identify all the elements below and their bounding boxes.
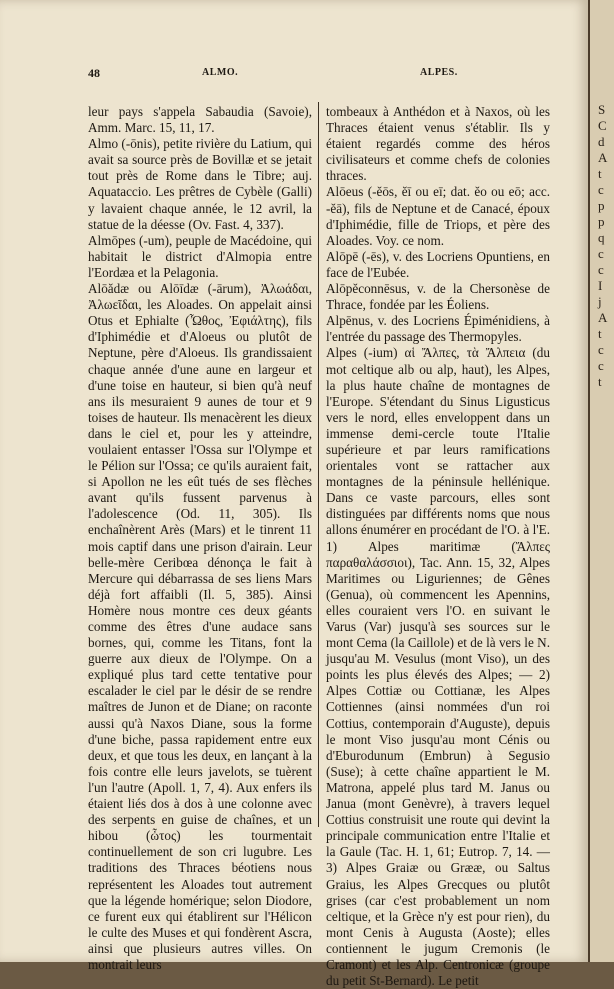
entry-paragraph: Alōpē (-ēs), v. des Locriens Opuntiens, en face de l'Eubée. bbox=[326, 248, 550, 280]
right-column bbox=[326, 104, 550, 989]
next-page-edge bbox=[588, 0, 614, 962]
strip-letter: c bbox=[598, 342, 604, 357]
strip-letter: p bbox=[598, 214, 605, 229]
right-running-head: ALPES. bbox=[420, 67, 458, 78]
strip-letter: p bbox=[598, 198, 605, 213]
page-number: 48 bbox=[88, 66, 100, 80]
strip-letter: A bbox=[598, 310, 608, 325]
running-header bbox=[88, 66, 558, 82]
entry-paragraph: tombeaux à Anthédon et à Naxos, où les Thraces étaient venus s'établir. Ils y étaient regardés comme des héros civilisateurs et comme chefs de colonies thraces. bbox=[326, 104, 550, 184]
strip-letter: j bbox=[598, 294, 602, 309]
left-column bbox=[88, 104, 312, 973]
left-running-head: ALMO. bbox=[202, 67, 239, 78]
strip-letter: I bbox=[598, 278, 603, 293]
entry-paragraph: Alōpĕconnēsus, v. de la Chersonèse de Thrace, fondée par les Éoliens. bbox=[326, 281, 550, 313]
entry-paragraph: Almo (-ōnis), petite rivière du Latium, qui avait sa source près de Bovillæ et se jetait tout près de Rome dans le Tibre; auj. Aquataccio. Les prêtres de Cybèle (Galli) y lavaient chaque année, le 12 avril, la statue de la déesse (Ov. Fast. 4, 337). bbox=[88, 136, 312, 232]
strip-letter: c bbox=[598, 246, 604, 261]
entry-paragraph: Alōeus (-ĕōs, ĕī ou eī; dat. ĕo ou eō; acc. -ĕā), fils de Neptune et de Canacé, époux d'Iphimédie, fille de Triops, et père des Aloades. Voy. ce nom. bbox=[326, 184, 550, 248]
strip-letter: c bbox=[598, 358, 604, 373]
strip-letter: c bbox=[598, 262, 604, 277]
strip-letter: A bbox=[598, 150, 608, 165]
strip-letter: S bbox=[598, 102, 606, 117]
strip-letter: t bbox=[598, 326, 602, 341]
entry-paragraph: Almōpes (-um), peuple de Macédoine, qui habitait le district d'Almopia entre l'Eordæa et la Pelagonia. bbox=[88, 232, 312, 280]
strip-letter: t bbox=[598, 374, 602, 389]
strip-letter: c bbox=[598, 182, 604, 197]
strip-letter: t bbox=[598, 166, 602, 181]
strip-letter: C bbox=[598, 118, 607, 133]
entry-paragraph: Alōădæ ou Alōīdæ (-ārum), Ἀλωάδαι, Ἀλωεῖδαι, les Aloades. On appelait ainsi Otus et Ephialte (Ὦθος, Ἐφιάλτης), fils d'Iphimédie et d'Aloeus ou plutôt de Neptune, père d'Aloeus. Ils grandissaient chaque année d'une aune en largeur et d'une toise en hauteur, si bien qu'à neuf ans ils mesuraient 9 aunes de tour et 9 toises de hauteur. Ils menacèrent les dieux dans le ciel et, pour les y atteindre, voulaient entasser l'Ossa sur l'Olympe et le Pélion sur l'Ossa; ce qu'ils auraient fait, si Apollon ne les eût tués de ses flèches avant qu'ils fussent parvenus à l'adolescence (Od. 11, 305). Ils enchaînèrent Arès (Mars) et le tinrent 11 mois captif dans une prison d'airain. Leur belle-mère Ceribœa dénonça le fait à Mercure qui débarrassa de ses liens Mars déjà fort affaibli (Il. 5, 385). Ainsi Homère nous montre ces deux géants comme des êtres d'une audace sans bornes, qui, comme les Titans, font la guerre aux dieux de l'Olympe. On a expliqué plus tard cette tentative pour escalader le ciel par le désir de se rendre maîtres de Junon et de Diane; on raconte aussi qu'à Naxos Diane, sous la forme d'une biche, passa rapidement entre eux deux, et que tous les deux, en lançant à la fois contre elle leurs javelots, se tuèrent l'un l'autre (Apoll. 1, 7, 4). Aux enfers ils étaient liés dos à dos à une colonne avec des serpents en guise de chaînes, et un hibou (ὦτος) les tourmentait continuellement de son cri lugubre. Les traditions des Thraces béotiens nous représentent les Aloades tout autrement que la légende homérique; selon Diodore, ce furent eux qui établirent sur l'Hélicon le culte des Muses et qui fondèrent Ascra, ainsi que plusieurs autres villes. On montrait leurs bbox=[88, 281, 312, 972]
column-divider bbox=[318, 102, 319, 827]
entry-paragraph: Alpēnus, v. des Locriens Épiménidiens, à l'entrée du passage des Thermopyles. bbox=[326, 313, 550, 345]
strip-letter: d bbox=[598, 134, 605, 149]
entry-paragraph: Alpes (-ium) αἱ Ἄλπες, τὰ Ἄλπεια (du mot celtique alb ou alp, haut), les Alpes, la plus haute chaîne de montagnes de l'Europe. S'étendant du Sinus Ligusticus vers le nord, elles enveloppent dans un immense demi-cercle toute l'Italie supérieure et par leurs ramifications orientales vont se rattacher aux montagnes de la péninsule hellénique. Dans ce vaste parcours, elles sont distinguées par différents noms que nous allons énumérer en procédant de l'O. à l'E. 1) Alpes maritimæ (Ἄλπες παραθαλάσσιοι), Tac. Ann. 15, 32, Alpes Maritimes ou Liguriennes; de Gênes (Genua), où commencent les Apennins, elles couraient vers l'O. en suivant le Varus (Var) jusqu'à ses sources sur le mont Cema (la Caillole) et de là vers le N. jusqu'au M. Vesulus (mont Viso), un des points les plus élevés des Alpes; — 2) Alpes Cottiæ ou Cottianæ, les Alpes Cottiennes (ainsi nommées d'un roi Cottius, contemporain d'Auguste), depuis le mont Viso jusqu'au mont Cénis ou d'Eburodunum (Embrun) à Segusio (Suse); à cette chaîne appartient le M. Matrona, appelé plus tard M. Janus ou Janua (mont Genèvre), à travers lequel Cottius construisit une route qui devint la principale communication entre l'Italie et la Gaule (Tac. H. 1, 61; Eutrop. 7, 14. — 3) Alpes Graiæ ou Grææ, ou Saltus Graius, les Alpes Grecques ou plutôt grises (car c'est probablement un nom celtique, et la Grèce n'y est pour rien), du mont Cenis à Augusta (Aoste); elles contiennent le jugum Cremonis (le Cramont) et les Alp. Centronicæ (groupe du petit St-Bernard). Le petit bbox=[326, 345, 550, 989]
strip-letter: q bbox=[598, 230, 605, 245]
entry-paragraph: leur pays s'appela Sabaudia (Savoie), Amm. Marc. 15, 11, 17. bbox=[88, 104, 312, 136]
